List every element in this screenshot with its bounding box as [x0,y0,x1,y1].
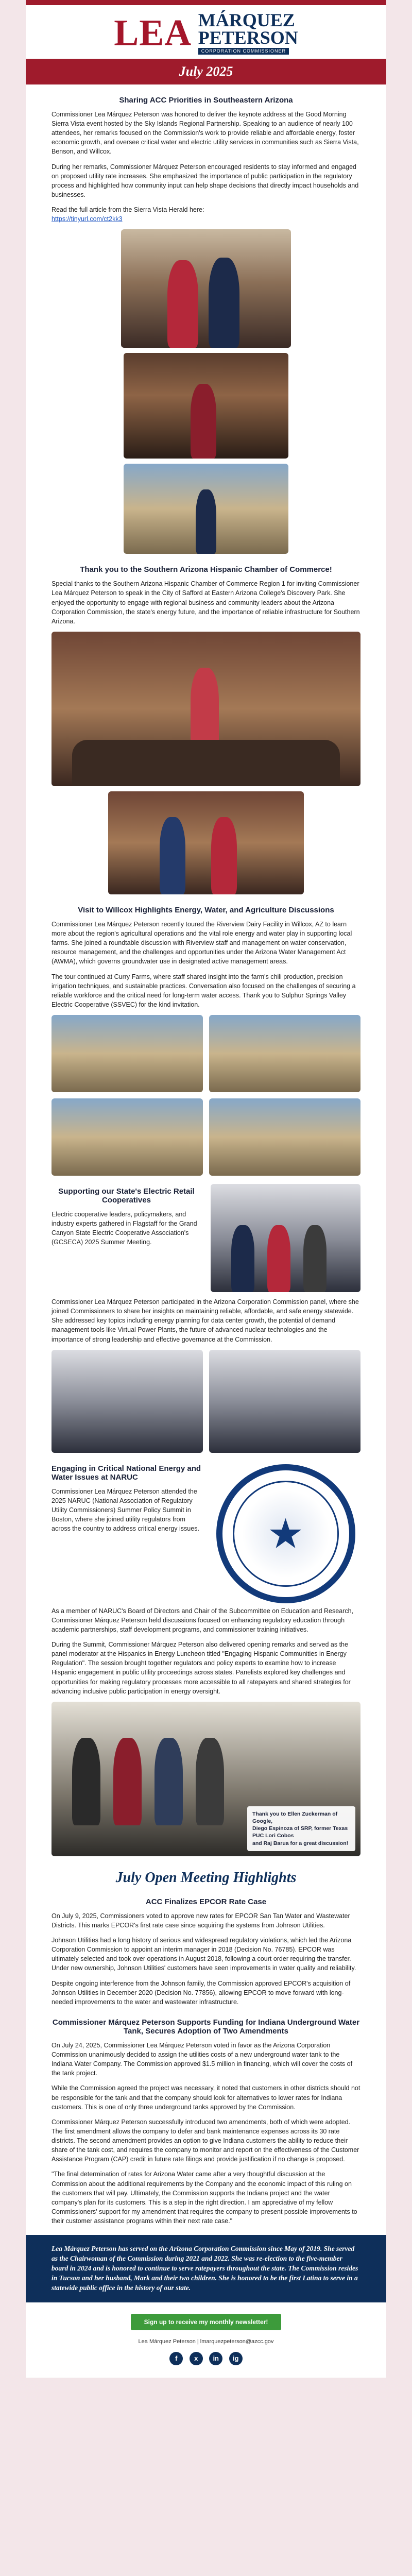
paragraph: Despite ongoing interference from the Johnson family, the Commission approved EPCOR's acquisition of Johnson Utilities in December 2020 (Decision No. 77856), allowing EPCOR to move forward with long-needed improvements to the water and wastewater infrastructure. [52,1979,351,2006]
linkedin-icon[interactable]: in [209,2352,222,2365]
paragraph: Special thanks to the Southern Arizona Hispanic Chamber of Commerce Region 1 for inviting Commissioner Lea Márquez Peterson to speak in the City of Safford at Eastern Arizona College's Discovery Park. She enjoyed the opportunity to engage with regional business and community leaders about the Arizona Corporation Commission, the state's energy future, and the importance of reliable infrastructure for Southern Arizona. [52,580,360,625]
open-meeting-heading: July Open Meeting Highlights [115,1869,297,1886]
brand-last-2: PETERSON [198,27,298,48]
photo-safford-1 [52,632,360,786]
naruc-seal-logo: ★ [216,1464,355,1603]
top-red-bar [26,0,386,5]
section-electric-cooperatives [26,1184,386,1453]
section-title: Engaging in Critical National Energy and Water Issues at NARUC [52,1464,201,1482]
paragraph: On July 24, 2025, Commissioner Lea Márquez Peterson voted in favor as the Arizona Corporation Commission unanimously decided to assign the utilities costs of a new underground water tank to the Indiana Water Company. The Commission approved $1.5 million in financing, which will cover the costs of the tank project. [52,2041,353,2077]
photo-willcox-2 [209,1015,360,1092]
paragraph [52,205,360,224]
signup-area [26,2302,386,2336]
photo-grid-willcox-2 [52,1098,360,1176]
paragraph: During the Summit, Commissioner Márquez Peterson also delivered opening remarks and served as the panel moderator at the Hispanics in Energy Luncheon titled "Engaging Hispanic Communities in Energy Regulation". The session brought together regulators and policy experts to examine how to increase Hispanic engagement in public utility proceedings across states. Panelists explored key challenges and opportunities for making regulatory processes more accessible to all ratepayers and shared strategies for advancing inclusive public participation in energy oversight. [52,1641,351,1695]
brand-subtitle: CORPORATION COMMISSIONER [198,48,289,55]
paragraph: As a member of NARUC's Board of Directors and Chair of the Subcommittee on Education and Research, Commissioner Márquez Peterson held discussions focused on enhancing regulatory education through academic partnerships, staff development programs, and commissioner training initiatives. [52,1607,353,1633]
brand-last-name [198,11,298,55]
bio-box [26,2235,386,2302]
photo-grid-gcseca [52,1350,360,1453]
section-title: Supporting our State's Electric Retail Cooperatives [58,1187,195,1205]
paragraph: Johnson Utilities had a long history of serious and widespread regulatory violations, which led the Arizona Corporation Commission to appoint an interim manager in 2018 (Decision No. 76785). EPCOR was ultimately selected and took over operations in August 2018, following a court order requiring the transfer. Under new ownership, Johnson Utilities' customers have seen improvements in water quality and reliability. [52,1937,356,1972]
article-link[interactable]: https://tinyurl.com/ct2kk3 [52,215,123,223]
instagram-icon[interactable]: ig [229,2352,243,2365]
paragraph: The tour continued at Curry Farms, where staff shared insight into the farm's chili production, precision irrigation techniques, and sustainable practices. Conversation also focused on the challenges of securing a reliable workforce and the critical need for long-term water access. Thank you to Sulphur Springs Valley Electric Cooperative (SSVEC) for the kind invitation. [52,973,356,1008]
brand-logo [26,5,386,59]
photo-sierra-vista-3 [124,464,288,554]
paragraph: Commissioner Lea Márquez Peterson participated in the Arizona Corporation Commission panel, where she joined Commissioners to share her insights on maintaining reliable, affordable, and safe energy statewide. She addressed key topics including energy planning for data center growth, the potential of demand management tools like Virtual Power Plants, the future of advanced nuclear technologies and the importance of strong leadership and effective governance at the Commission. [52,1298,359,1343]
paragraph: On July 9, 2025, Commissioners voted to approve new rates for EPCOR San Tan Water and Wastewater Districts. This marks EPCOR's first rate case since acquiring the systems from Johnson Utilities. [52,1912,350,1929]
paragraph: During her remarks, Commissioner Márquez Peterson encouraged residents to stay informed and engaged on proposed utility rate increases. She emphasized the importance of public participation in the regulatory process and highlighted how community input can help shape decisions that directly impact households and businesses. [52,163,359,198]
photo-gcseca-3 [209,1350,360,1453]
section-open-meeting [26,1870,386,2226]
paragraph: While the Commission agreed the project was necessary, it noted that customers in other districts should not be responsible for the tank and that the company should look for alternatives to lower rates for Indiana customers. This is one of only three underground tanks approved by the Commission. [52,2084,360,2111]
paragraph: "The final determination of rates for Arizona Water came after a very thoughtful discussion at the Commission about the additional requirements by the Company and the economic impact of this ruling on the customers that will pay. Ultimately, the Commission supports the Indiana project and the water company's plan for its customers. This is a step in the right direction. I am appreciative of my fellow Commissioners' support for my amendment that requires the company to present possible improvements to their customer assistance programs within their next rate case." [52,2171,357,2225]
subsection-title: Commissioner Márquez Peterson Supports Funding for Indiana Underground Water Tank, Secures Adoption of Two Amendments [52,2018,360,2036]
paragraph: Electric cooperative leaders, policymakers, and industry experts gathered in Flagstaff for the Grand Canyon State Electric Cooperative Association's (GCSECA) 2025 Summer Meeting. [52,1211,197,1246]
paragraph: Commissioner Lea Márquez Peterson was honored to deliver the keynote address at the Good Morning Sierra Vista event hosted by the Sky Islands Regional Partnership. Speaking to an audience of nearly 100 attendees, her remarks focused on the Commission's work to provide reliable and affordable energy, foster economic growth, and oversee critical water and electric utility services in communities such as Sierra Vista, Benson, and Willcox. [52,110,359,156]
signup-button[interactable]: Sign up to receive my monthly newsletter! [131,2314,282,2330]
photo-safford-2 [108,791,304,894]
paragraph: Commissioner Lea Márquez Peterson recently toured the Riverview Dairy Facility in Willcox, AZ to learn more about the region's agricultural operations and the vital role energy and water play in supporting local farms. She joined a roundtable discussion with Riverview staff and management on water conservation, resource management, and the challenges and opportunities under the Arizona Water Management Act (AWMA), which governs groundwater use in designated active management areas. [52,920,352,965]
photo-willcox-3 [52,1098,203,1176]
section-naruc [26,1461,386,1856]
photo-willcox-1 [52,1015,203,1092]
brand-last-1: MÁRQUEZ [198,10,295,30]
photo-gcseca-2 [52,1350,203,1453]
newsletter-sheet [26,0,386,2378]
subsection-title: ACC Finalizes EPCOR Rate Case [145,1897,267,1906]
photo-naruc-panel [52,1702,360,1856]
brand-first-name: LEA [114,12,192,54]
section-title: Sharing ACC Priorities in Southeastern Arizona [119,95,293,105]
contact-line: Lea Márquez Peterson | lmarquezpeterson@azcc.gov [138,2338,274,2345]
facebook-icon[interactable]: f [169,2352,183,2365]
paragraph: Commissioner Márquez Peterson successfully introduced two amendments, both of which were adopted. The first amendment allows the company to defer and bank maintenance expenses across its 30 rate districts. The second amendment provides an option to give Indiana customers the ability to reduce their share of the tank cost, and requires the company to monitor and report on the effectiveness of the Customer Assistance Program (CAP) credit in future rate filings and provide justification if no change is proposed. [52,2118,359,2163]
social-icons [26,2350,386,2378]
photo-willcox-4 [209,1098,360,1176]
photo-sierra-vista-1 [121,229,291,348]
photo-gcseca-1 [211,1184,360,1292]
section-title: Thank you to the Southern Arizona Hispanic Chamber of Commerce! [80,565,332,574]
article-lead: Read the full article from the Sierra Vista Herald here: [52,206,204,214]
section-title: Visit to Willcox Highlights Energy, Water, and Agriculture Discussions [78,905,334,914]
photo-caption: Thank you to Ellen Zuckerman of Google, Diego Espinoza of SRP, former Texas PUC Lori Cobos and Raj Barua for a great discussion! [247,1806,355,1851]
issue-banner: July 2025 [26,59,386,84]
photo-sierra-vista-2 [124,353,288,459]
paragraph: Commissioner Lea Márquez Peterson attended the 2025 NARUC (National Association of Regulatory Utility Commissioners) Summer Policy Summit in Boston, where she joined utility regulators from across the country to address critical energy issues. [52,1487,199,1533]
section-hispanic-chamber [26,565,386,894]
section-willcox-visit [26,906,386,1176]
bio-text: Lea Márquez Peterson has served on the Arizona Corporation Commission since May of 2019. She served as the Chairwoman of the Commission during 2021 and 2022. She was re-election to the five-member board in 2024 and is honored to continue to serve ratepayers throughout the state. The Commission resides in Tucson and her husband, Mark and their two children. She is honored to be the first Latina to serve in a statewide public office in the history of our state. [52,2245,358,2292]
photo-grid-willcox-1 [52,1015,360,1092]
x-twitter-icon[interactable]: x [190,2352,203,2365]
section-acc-priorities [26,96,386,554]
